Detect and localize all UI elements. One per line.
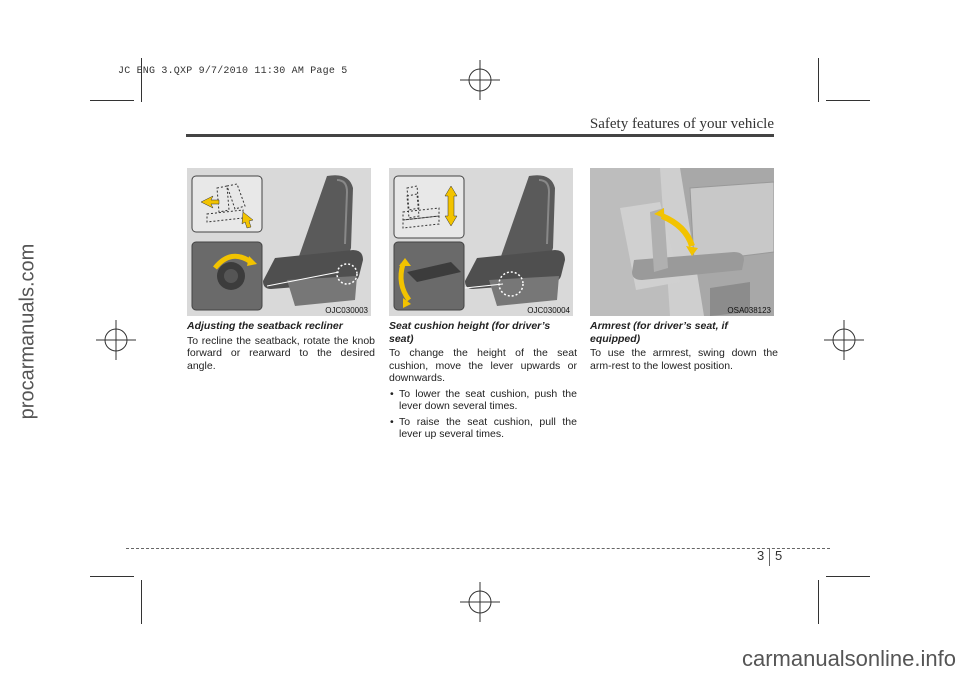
crop-mark: [141, 58, 142, 102]
registration-crosshair-icon: [460, 60, 500, 100]
crop-mark: [818, 580, 819, 624]
column-body: To change the height of the seat cushion, move the lever upwards or downwards.: [389, 347, 577, 384]
crop-mark: [818, 58, 819, 102]
figure-seat-height: [389, 168, 573, 316]
column-heading: Adjusting the seatback recliner: [187, 320, 343, 332]
column-heading: Armrest (for driver’s seat, if equipped): [590, 320, 728, 345]
section-title: Safety features of your vehicle: [589, 116, 774, 132]
title-rule: [186, 134, 774, 137]
figure-code: OJC030003: [325, 306, 368, 315]
registration-crosshair-icon: [824, 320, 864, 360]
registration-crosshair-icon: [460, 582, 500, 622]
footer-rule: [126, 548, 830, 549]
column-armrest: [590, 320, 778, 375]
print-job-header: JC ENG 3.QXP 9/7/2010 11:30 AM Page 5: [118, 66, 348, 77]
crop-mark: [90, 100, 134, 101]
watermark-bottom: carmanualsonline.info: [741, 646, 956, 671]
page-number-divider: [769, 548, 770, 566]
crop-mark: [90, 576, 134, 577]
column-seat-height: [389, 320, 577, 444]
seat-recliner-illustration: [187, 168, 371, 316]
crop-mark: [826, 576, 870, 577]
registration-crosshair-icon: [96, 320, 136, 360]
column-body: To recline the seatback, rotate the knob forward or rearward to the desired angle.: [187, 334, 375, 372]
figure-code: OSA038123: [727, 306, 771, 315]
crop-mark: [141, 580, 142, 624]
seat-height-illustration: [389, 168, 573, 316]
list-item: • To lower the seat cushion, push the lever down several times.: [389, 388, 577, 413]
armrest-illustration: [590, 168, 774, 316]
figure-armrest: [590, 168, 774, 316]
page-number: 5: [775, 548, 783, 563]
column-recliner: [187, 320, 375, 375]
column-heading: Seat cushion height (for driver’s seat): [389, 320, 551, 345]
figure-code: OJC030004: [527, 306, 570, 315]
watermark-left: procarmanuals.com: [16, 243, 39, 420]
bullet-list: [389, 388, 577, 441]
column-body: To use the armrest, swing down the arm-rest to the lowest position.: [590, 347, 778, 372]
list-item: • To raise the seat cushion, pull the lever up several times.: [389, 416, 577, 441]
figure-recliner: [187, 168, 371, 316]
crop-mark: [826, 100, 870, 101]
chapter-number: 3: [757, 548, 765, 563]
